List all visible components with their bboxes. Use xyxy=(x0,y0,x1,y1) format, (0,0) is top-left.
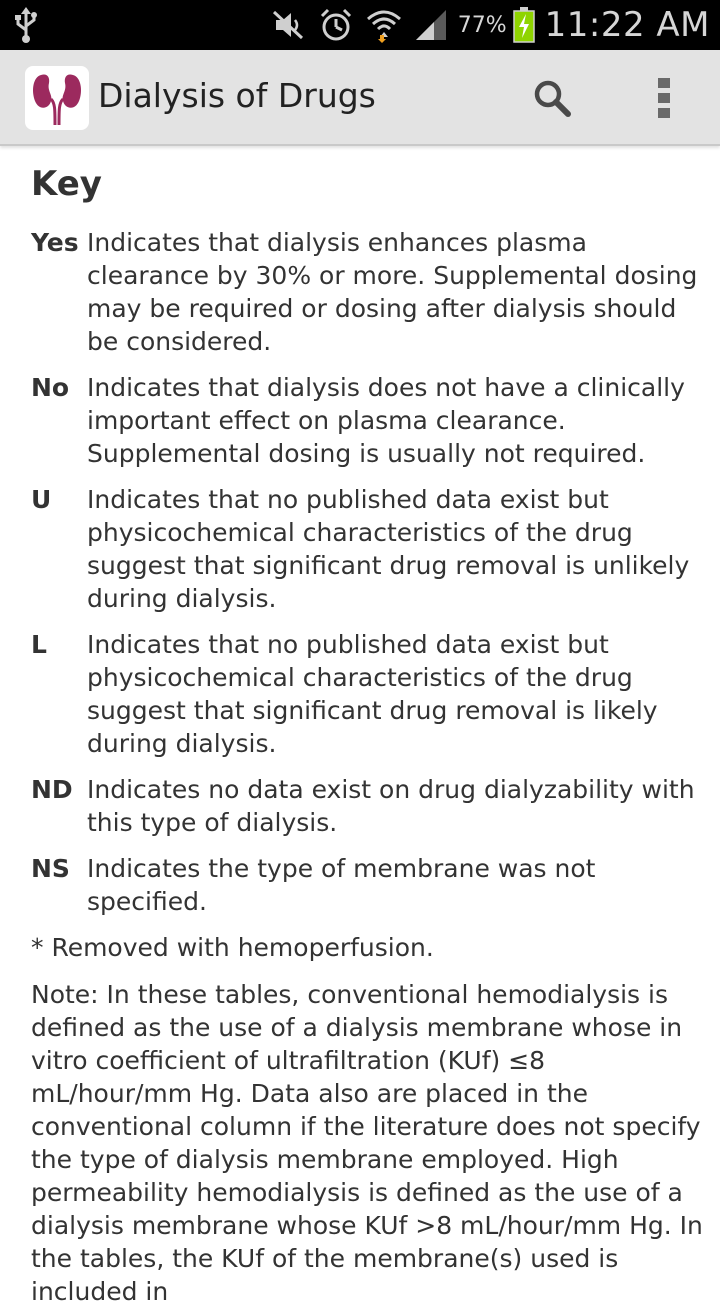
search-button[interactable] xyxy=(524,72,580,128)
kidney-app-icon[interactable] xyxy=(25,66,89,130)
key-definition: Indicates no data exist on drug dialyzability with this type of dialysis. xyxy=(87,775,695,837)
overflow-menu-icon xyxy=(657,76,671,124)
key-definition: Indicates that no published data exist but physicochemical characteristics of the drug suggest that significant drug removal is likely during dialysis. xyxy=(87,630,658,758)
status-icons xyxy=(260,0,710,50)
mute-icon xyxy=(272,10,306,40)
key-definition: Indicates that no published data exist but physicochemical characteristics of the drug suggest that significant drug removal is unlikely during dialysis. xyxy=(87,485,690,613)
key-definition: Indicates the type of membrane was not specified. xyxy=(87,854,596,916)
key-term: L xyxy=(31,630,47,659)
key-item-l xyxy=(31,628,711,760)
key-term: U xyxy=(31,485,52,514)
footnote: * Removed with hemoperfusion. xyxy=(31,933,434,962)
signal-icon xyxy=(414,8,448,42)
note-paragraph: Note: In these tables, conventional hemodialysis is defined as the use of a dialysis membrane whose in vitro coefficient of ultrafiltration (KUf) ≤8 mL/hour/mm Hg. Data also are placed in the conventional column if the literature does not specify the type of dialysis membrane employed. High permeability hemodialysis is defined as the use of a dialysis membrane whose KUf >8 mL/hour/mm Hg. In the tables, the KUf of the membrane(s) used is included in xyxy=(31,980,703,1306)
action-bar xyxy=(0,50,720,146)
page-title: Dialysis of Drugs xyxy=(98,76,376,115)
search-icon xyxy=(532,78,572,122)
key-content xyxy=(31,150,711,1308)
section-heading: Key xyxy=(31,164,102,204)
battery-percent: 77% xyxy=(457,12,507,38)
key-term: NS xyxy=(31,854,70,883)
key-definition: Indicates that dialysis does not have a clinically important effect on plasma clearance. Supplemental dosing is usually not required. xyxy=(87,373,685,468)
key-definition: Indicates that dialysis enhances plasma clearance by 30% or more. Supplemental dosing may be required or dosing after dialysis should be considered. xyxy=(87,228,698,356)
key-term: Yes xyxy=(31,228,79,257)
key-item-u xyxy=(31,483,711,615)
status-bar xyxy=(0,0,720,50)
key-item-no xyxy=(31,371,711,470)
alarm-icon xyxy=(318,7,354,43)
key-term: ND xyxy=(31,775,73,804)
key-item-yes xyxy=(31,226,711,358)
battery-charging-icon xyxy=(513,7,535,43)
wifi-icon xyxy=(366,7,402,43)
clock: 11:22 AM xyxy=(544,5,710,45)
key-item-nd xyxy=(31,773,711,839)
usb-icon xyxy=(10,6,42,44)
key-term: No xyxy=(31,373,70,402)
overflow-menu-button[interactable] xyxy=(640,72,688,128)
key-item-ns xyxy=(31,852,711,918)
